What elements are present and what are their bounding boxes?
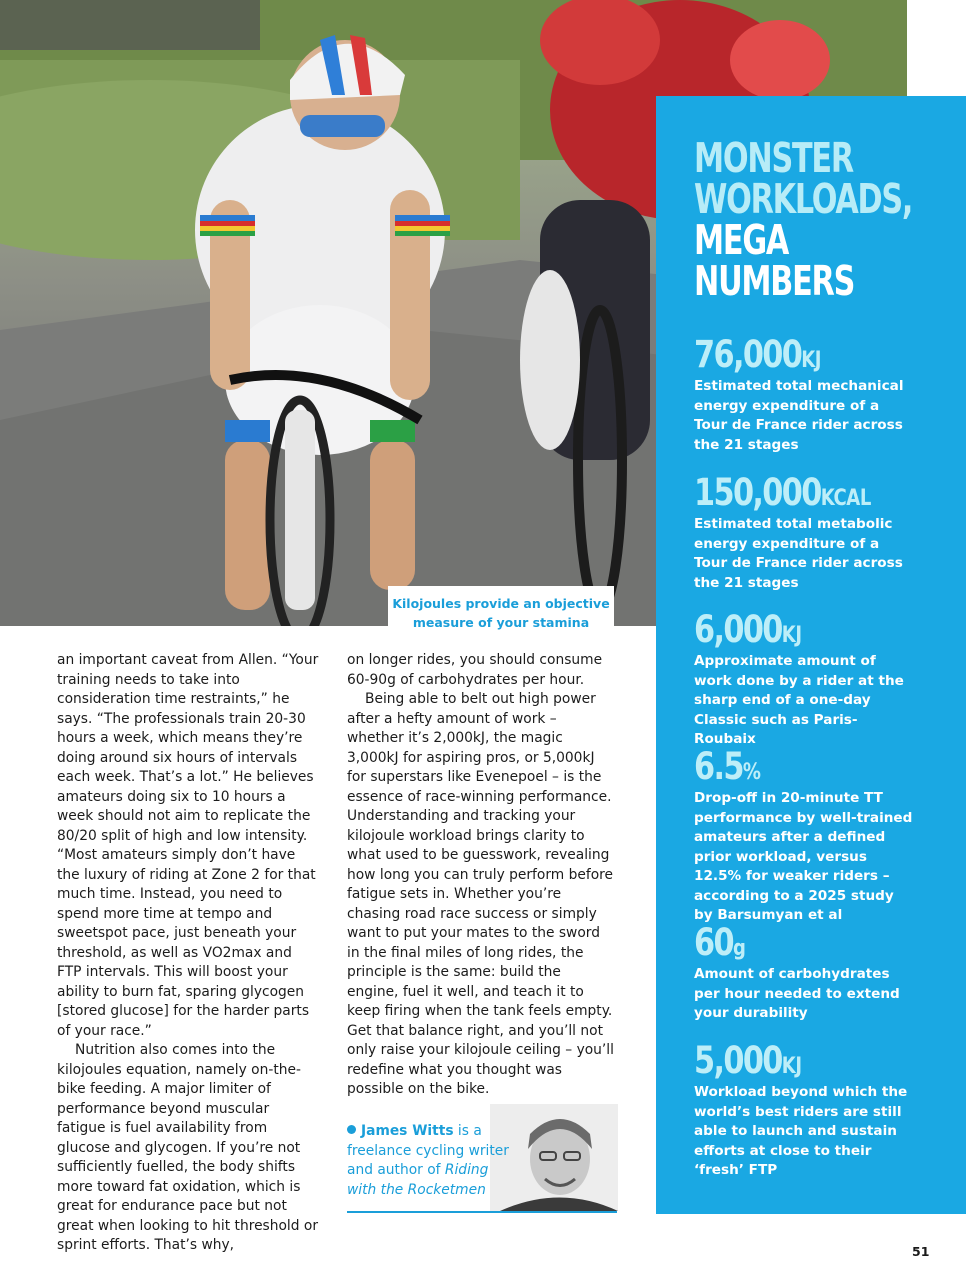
- stat-number: 5,000: [694, 1039, 782, 1082]
- stat-value: [694, 1039, 874, 1086]
- stat-unit: KCAL: [820, 486, 871, 511]
- bullet-icon: [347, 1125, 356, 1134]
- stat-description: Drop-off in 20-minute TT performance by well-trained amateurs after a defined prior workload, versus 12.5% for weaker riders – according to a 2025 study by Barsumyan et al: [694, 790, 913, 923]
- body-column-1: [57, 651, 319, 1256]
- stat-value: [694, 471, 874, 518]
- author-name: James Witts: [361, 1123, 454, 1139]
- stat-unit: KJ: [781, 623, 802, 648]
- stat-description: Workload beyond which the world’s best riders are still able to launch and sustain efforts at close to their ‘fresh’ FTP: [694, 1084, 908, 1178]
- stat-item: [694, 745, 914, 926]
- stat-item: [694, 1039, 914, 1181]
- stat-item: [694, 608, 914, 750]
- stat-value: [694, 333, 874, 380]
- title-line: MEGA: [694, 216, 789, 264]
- title-line: WORKLOADS,: [694, 175, 913, 223]
- stat-unit: %: [742, 760, 761, 785]
- stat-number: 6,000: [694, 608, 782, 651]
- page-number: 51: [912, 1244, 930, 1259]
- stat-number: 60: [694, 921, 733, 964]
- photo-caption: Kilojoules provide an objective measure of your stamina: [392, 596, 610, 630]
- stat-description: Estimated total metabolic energy expenditure of a Tour de France rider across the 21 stages: [694, 516, 903, 591]
- paragraph: an important caveat from Allen. “Your training needs to take into consideration time restraints,” he says. “The professionals train 20-30 hours a week, which means they’re doing around six hours of intervals each week. That’s a lot.” He believes amateurs doing six to 10 hours a week should not aim to replicate the 80/20 split of high and low intensity. “Most amateurs simply don’t have the luxury of riding at Zone 2 for that much time. Instead, you need to spend more time at tempo and sweetspot pace, just beneath your threshold, as well as VO2max and FTP intervals. This will boost your ability to burn fat, sparing glycogen [stored glucose] for the harder parts of your race.”: [57, 652, 319, 1039]
- author-bio-text: is a freelance cycling writer and author of: [347, 1123, 509, 1178]
- paragraph: on longer rides, you should consume 60-90g of carbohydrates per hour.: [347, 652, 603, 688]
- stat-value: [694, 921, 874, 968]
- stat-description: Approximate amount of work done by a rider at the sharp end of a one-day Classic such as Paris-Roubaix: [694, 653, 904, 747]
- stat-number: 6.5: [694, 745, 743, 788]
- author-bio: [347, 1122, 517, 1200]
- author-book-title: Riding with the Rocketmen: [347, 1162, 489, 1198]
- paragraph: Nutrition also comes into the kilojoules equation, namely on-the-bike feeding. A major limiter of performance beyond muscular fatigue is fuel availability from glucose and glycogen. If you’re not sufficiently fuelled, the body shifts more toward fat oxidation, which is great for endurance pace but not great when looking to hit threshold or sprint efforts. That’s why,: [57, 1042, 319, 1253]
- stat-number: 150,000: [694, 471, 821, 514]
- stat-item: [694, 333, 914, 455]
- stat-unit: KJ: [781, 1054, 802, 1079]
- title-line: MONSTER: [694, 134, 853, 182]
- body-column-2: [347, 651, 615, 1100]
- title-line: NUMBERS: [694, 257, 855, 305]
- stat-description: Estimated total mechanical energy expenditure of a Tour de France rider across the 21 stages: [694, 378, 904, 453]
- stat-item: [694, 921, 914, 1024]
- stat-item: [694, 471, 914, 593]
- stat-number: 76,000: [694, 333, 802, 376]
- stat-description: Amount of carbohydrates per hour needed to extend your durability: [694, 966, 900, 1021]
- stat-unit: g: [732, 936, 746, 961]
- divider: [347, 1211, 617, 1213]
- stat-unit: KJ: [801, 348, 822, 373]
- stat-value: [694, 608, 874, 655]
- sidebar-title: [694, 134, 913, 305]
- paragraph: Being able to belt out high power after a hefty amount of work – whether it’s 2,000kJ, the magic 3,000kJ for aspiring pros, or 5,000kJ for superstars like Evenepoel – is the essence of race-winning performance. Understanding and tracking your kilojoule workload brings clarity to what used to be guesswork, revealing how long you can truly perform before fatigue sets in. Whether you’re chasing road race success or simply want to put your mates to the sword in the final miles of long rides, the principle is the same: build the engine, fuel it well, and teach it to keep firing when the tank feels empty. Get that balance right, and you’ll not only raise your kilojoule ceiling – you’ll redefine what you thought was possible on the bike.: [347, 691, 614, 1097]
- stat-value: [694, 745, 874, 792]
